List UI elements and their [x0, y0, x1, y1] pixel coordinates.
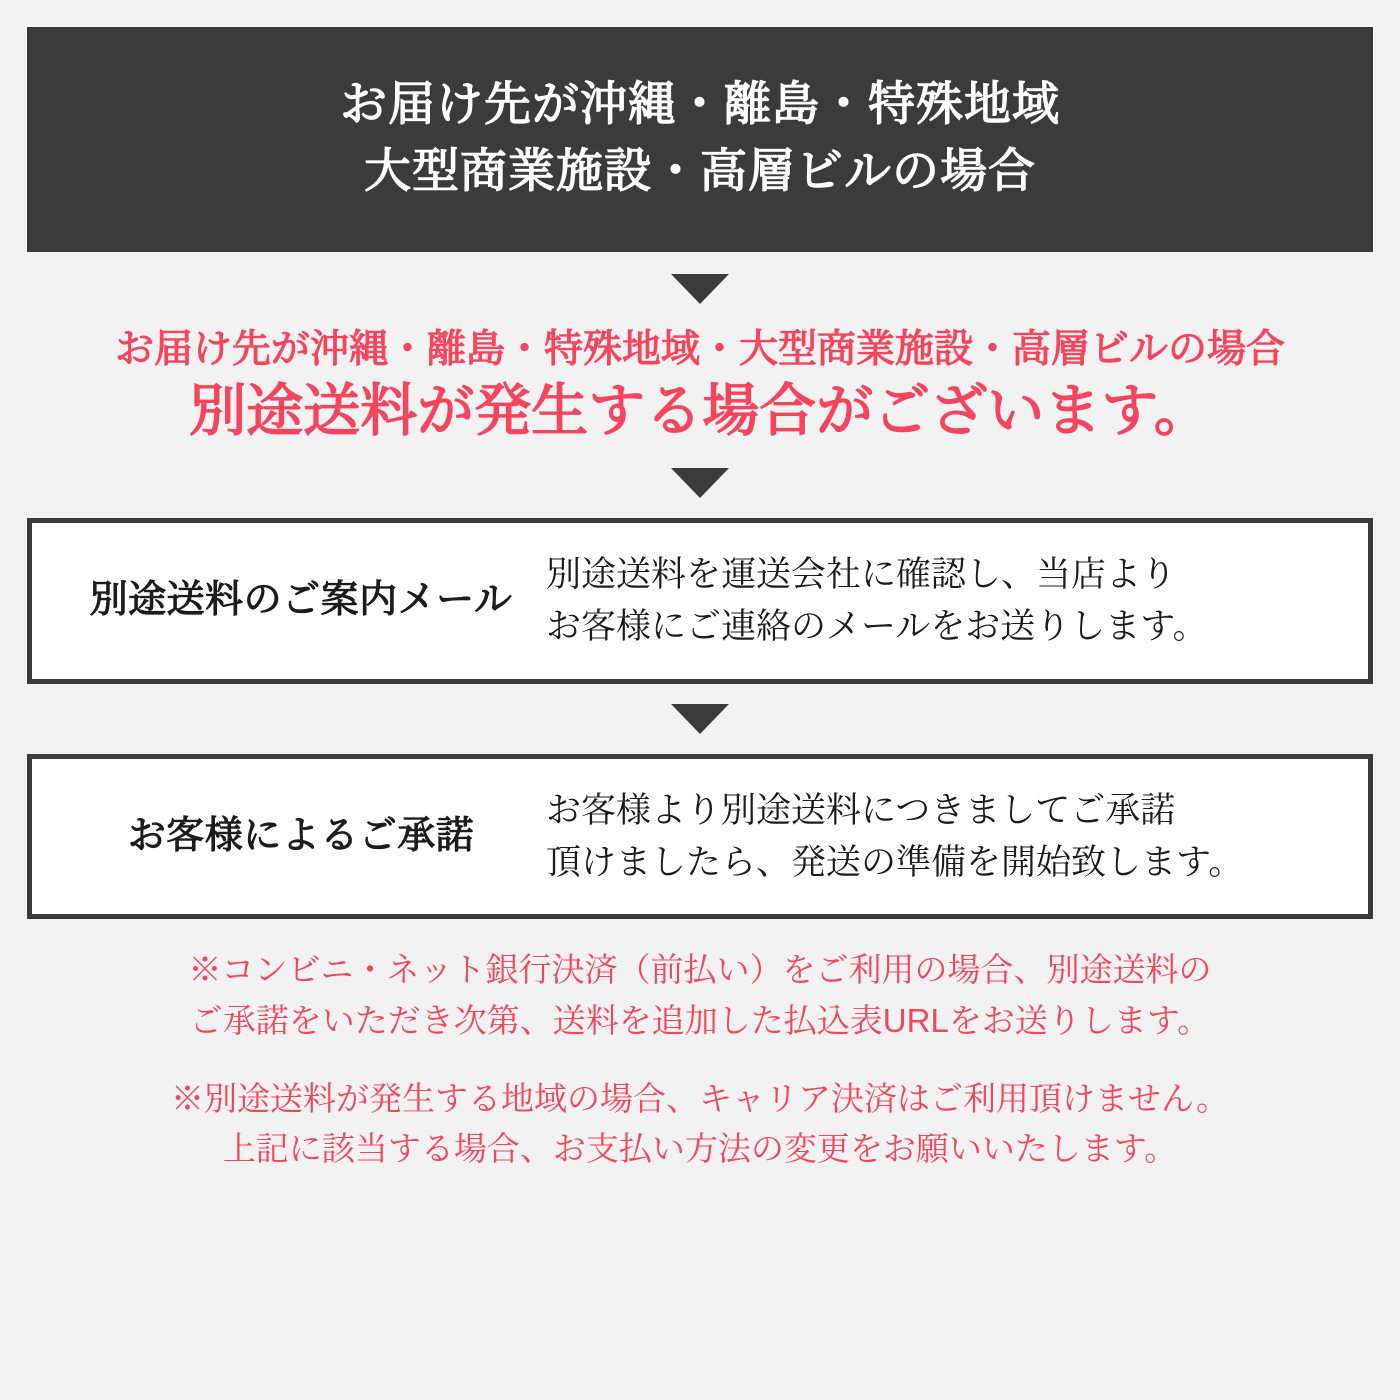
header-banner — [27, 27, 1373, 252]
arrow-3-wrap — [0, 704, 1400, 734]
note-1-line-1: ※コンビニ・ネット銀行決済（前払い）をご利用の場合、別途送料の — [188, 951, 1212, 989]
header-line-1: お届け先が沖縄・離島・特殊地域 — [340, 77, 1060, 130]
step-1-label: 別途送料のご案内メール — [89, 579, 513, 622]
arrow-1-wrap — [0, 274, 1400, 304]
triangle-down-icon — [671, 468, 729, 498]
step-1-desc-line-1: 別途送料を運送会社に確認し、当店より — [546, 555, 1177, 595]
arrow-2-wrap — [0, 468, 1400, 498]
emphasis-result-text: 別途送料が発生する場合がございます。 — [189, 379, 1211, 444]
step-2-description — [546, 785, 1344, 889]
note-2-line-2: 上記に該当する場合、お支払い方法の変更をお願いいたします。 — [222, 1129, 1178, 1167]
header-line-2: 大型商業施設・高層ビルの場合 — [364, 143, 1036, 197]
emphasis-condition-text: お届け先が沖縄・離島・特殊地域・大型商業施設・高層ビルの場合 — [114, 328, 1285, 372]
note-2 — [27, 1074, 1373, 1174]
step-box-email-notice — [27, 518, 1373, 684]
note-2-line-1: ※別途送料が発生する地域の場合、キャリア決済はご利用頂けません。 — [171, 1079, 1229, 1117]
triangle-down-icon — [671, 274, 729, 304]
step-box-customer-approval — [27, 754, 1373, 920]
note-1 — [27, 945, 1373, 1045]
step-2-label: お客様によるご承諾 — [127, 814, 475, 857]
step-2-desc-line-2: 頂けましたら、発送の準備を開始致します。 — [546, 842, 1244, 882]
step-1-desc-line-2: お客様にご連絡のメールをお送りします。 — [546, 606, 1208, 646]
emphasis-block — [27, 326, 1373, 448]
notes-section — [27, 945, 1373, 1174]
note-1-line-2: ご承諾をいただき次第、送料を追加した払込表URLをお送りします。 — [189, 1001, 1211, 1039]
triangle-down-icon — [671, 704, 729, 734]
step-2-desc-line-1: お客様より別途送料につきましてご承諾 — [546, 790, 1176, 830]
step-1-description — [546, 549, 1344, 653]
